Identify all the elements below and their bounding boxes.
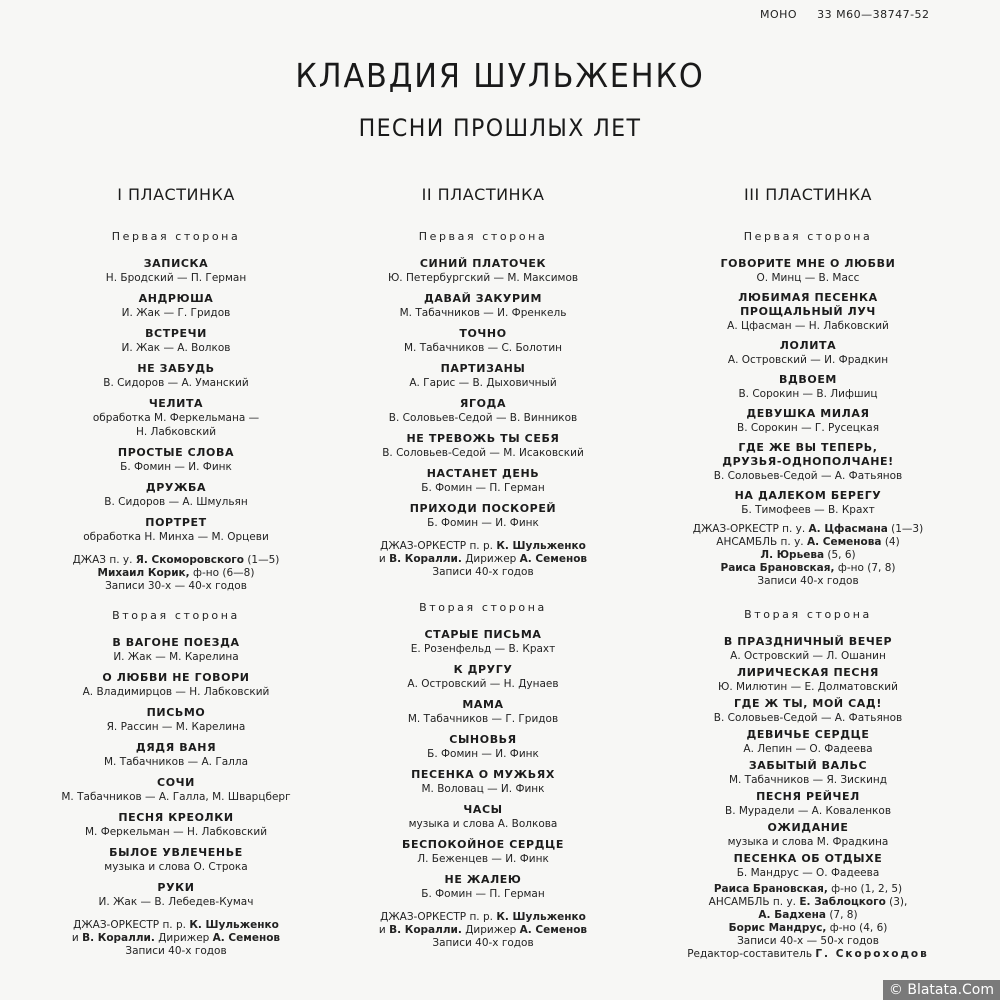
- song: ЛИРИЧЕСКАЯ ПЕСНЯ Ю. Милютин — Е. Долматовский: [718, 666, 898, 693]
- song: ЧАСЫ музыка и слова А. Волкова: [408, 803, 558, 830]
- song: БЫЛОЕ УВЛЕЧЕНЬЕ музыка и слова О. Строка: [104, 846, 248, 873]
- performer-credits: ДЖАЗ-ОРКЕСТР п. р. К. Шульженко и В. Коралли. Дирижер А. Семенов Записи 40-х годов: [378, 540, 588, 578]
- song: ДЕВУШКА МИЛАЯ В. Сорокин — Г. Русецкая: [736, 407, 880, 434]
- song: ДЯДЯ ВАНЯ М. Табачников — А. Галла: [103, 741, 249, 768]
- song: БЕСПОКОЙНОЕ СЕРДЦЕ Л. Беженцев — И. Финк: [402, 838, 564, 865]
- album-title: ПЕСНИ ПРОШЛЫХ ЛЕТ: [358, 114, 642, 142]
- song: СЫНОВЬЯ Б. Фомин — И. Финк: [427, 733, 539, 760]
- performer-credits: Раиса Брановская, ф-но (1, 2, 5) АНСАМБЛЬ п. у. Е. Заблоцкого (3), А. Бадхена (7, 8) Борис Мандрус, ф-но (4, 6) Записи 40-х — 50-х годов Редактор-составитель Г. Скороходов: [658, 883, 958, 961]
- song: ПЕСЕНКА О МУЖЬЯХ М. Воловац — И. Финк: [411, 768, 555, 795]
- song: ПОРТРЕТ обработка Н. Минха — М. Орцеви: [83, 516, 269, 543]
- side-2-label: Вторая сторона: [112, 609, 240, 622]
- song: ДЕВИЧЬЕ СЕРДЦЕ А. Лепин — О. Фадеева: [743, 728, 873, 755]
- record-1-column: [26, 185, 326, 958]
- record-title: II ПЛАСТИНКА: [421, 185, 545, 204]
- performer-credits: ДЖАЗ п. у. Я. Скоморовского (1—5) Михаил Корик, ф-но (6—8) Записи 30-х — 40-х годов: [72, 554, 280, 592]
- song: АНДРЮША И. Жак — Г. Гридов: [121, 292, 231, 319]
- song: ЛОЛИТА А. Островский — И. Фрадкин: [727, 339, 889, 366]
- song: ПРИХОДИ ПОСКОРЕЙ Б. Фомин — И. Финк: [409, 502, 557, 529]
- song: СОЧИ М. Табачников — А. Галла, М. Шварцберг: [61, 776, 291, 803]
- performer-credits: ДЖАЗ-ОРКЕСТР п. у. А. Цфасмана (1—3) АНСАМБЛЬ п. у. А. Семенова (4) Л. Юрьева (5, 6) Раиса Брановская, ф-но (7, 8) Записи 40-х годов: [692, 523, 924, 587]
- performer-credits: ДЖАЗ-ОРКЕСТР п. р. К. Шульженко и В. Коралли. Дирижер А. Семенов Записи 40-х годов: [378, 911, 588, 949]
- song: НАСТАНЕТ ДЕНЬ Б. Фомин — П. Герман: [421, 467, 545, 494]
- song: ВДВОЕМ В. Сорокин — В. Лифшиц: [738, 373, 878, 400]
- song: ПЕСНЯ РЕЙЧЕЛ В. Мурадели — А. Коваленков: [724, 790, 892, 817]
- song: НЕ ЖАЛЕЮ Б. Фомин — П. Герман: [421, 873, 545, 900]
- record-title: I ПЛАСТИНКА: [117, 185, 235, 204]
- song: РУКИ И. Жак — В. Лебедев-Кумач: [98, 881, 254, 908]
- song: ГДЕ Ж ТЫ, МОЙ САД! В. Соловьев-Седой — А. Фатьянов: [713, 697, 903, 724]
- song: НЕ ЗАБУДЬ В. Сидоров — А. Уманский: [103, 362, 249, 389]
- song: ПЕСЕНКА ОБ ОТДЫХЕ Б. Мандрус — О. Фадеева: [733, 852, 883, 879]
- song: ОЖИДАНИЕ музыка и слова М. Фрадкина: [727, 821, 889, 848]
- song: ЛЮБИМАЯ ПЕСЕНКА ПРОЩАЛЬНЫЙ ЛУЧ А. Цфасман — Н. Лабковский: [727, 291, 889, 332]
- side-1-label: Первая сторона: [418, 230, 548, 243]
- song: В ВАГОНЕ ПОЕЗДА И. Жак — М. Карелина: [112, 636, 240, 663]
- format-label: МОНО: [760, 8, 798, 21]
- song: ПИСЬМО Я. Рассин — М. Карелина: [106, 706, 246, 733]
- song: ПЕСНЯ КРЕОЛКИ М. Феркельман — Н. Лабковский: [84, 811, 268, 838]
- record-3-column: [658, 185, 958, 961]
- song: ПАРТИЗАНЫ А. Гарис — В. Дыховичный: [409, 362, 557, 389]
- side-1-label: Первая сторона: [743, 230, 873, 243]
- side-1-label: Первая сторона: [111, 230, 241, 243]
- artist-title: КЛАВДИЯ ШУЛЬЖЕНКО: [295, 56, 705, 95]
- catalog-info: [760, 8, 946, 21]
- song: НА ДАЛЕКОМ БЕРЕГУ Б. Тимофеев — В. Крахт: [734, 489, 882, 516]
- performer-credits: ДЖАЗ-ОРКЕСТР п. р. К. Шульженко и В. Коралли. Дирижер А. Семенов Записи 40-х годов: [71, 919, 281, 957]
- song: ЗАПИСКА Н. Бродский — П. Герман: [105, 257, 247, 284]
- song: ПРОСТЫЕ СЛОВА Б. Фомин — И. Финк: [117, 446, 235, 473]
- song: НЕ ТРЕВОЖЬ ТЫ СЕБЯ В. Соловьев-Седой — М. Исаковский: [382, 432, 584, 459]
- song: ДРУЖБА В. Сидоров — А. Шмульян: [104, 481, 248, 508]
- song: К ДРУГУ А. Островский — Н. Дунаев: [407, 663, 559, 690]
- song: В ПРАЗДНИЧНЫЙ ВЕЧЕР А. Островский — Л. Ошанин: [723, 635, 893, 662]
- catalog-number: 33 М60—38747-52: [817, 8, 930, 21]
- editor-credit: Редактор-составитель Г. Скороходов: [687, 948, 929, 960]
- song: СТАРЫЕ ПИСЬМА Е. Розенфельд — В. Крахт: [410, 628, 556, 655]
- song: О ЛЮБВИ НЕ ГОВОРИ А. Владимирцов — Н. Лабковский: [82, 671, 270, 698]
- song: ВСТРЕЧИ И. Жак — А. Волков: [121, 327, 231, 354]
- song: ТОЧНО М. Табачников — С. Болотин: [403, 327, 563, 354]
- side-2-label: Вторая сторона: [744, 608, 872, 621]
- watermark: © Blatata.Com: [883, 980, 1000, 1000]
- song: ГДЕ ЖЕ ВЫ ТЕПЕРЬ, ДРУЗЬЯ-ОДНОПОЛЧАНЕ! В. Соловьев-Седой — А. Фатьянов: [713, 441, 903, 482]
- side-2-label: Вторая сторона: [419, 601, 547, 614]
- record-2-column: [333, 185, 633, 950]
- song: ЗАБЫТЫЙ ВАЛЬС М. Табачников — Я. Зискинд: [728, 759, 888, 786]
- song: СИНИЙ ПЛАТОЧЕК Ю. Петербургский — М. Максимов: [387, 257, 579, 284]
- song: ЧЕЛИТА обработка М. Феркельмана — Н. Лабковский: [92, 397, 260, 438]
- song: ДАВАЙ ЗАКУРИМ М. Табачников — И. Френкель: [399, 292, 567, 319]
- record-title: III ПЛАСТИНКА: [744, 185, 872, 204]
- song: ГОВОРИТЕ МНЕ О ЛЮБВИ О. Минц — В. Масс: [720, 257, 896, 284]
- song: ЯГОДА В. Соловьев-Седой — В. Винников: [388, 397, 578, 424]
- song: МАМА М. Табачников — Г. Гридов: [407, 698, 559, 725]
